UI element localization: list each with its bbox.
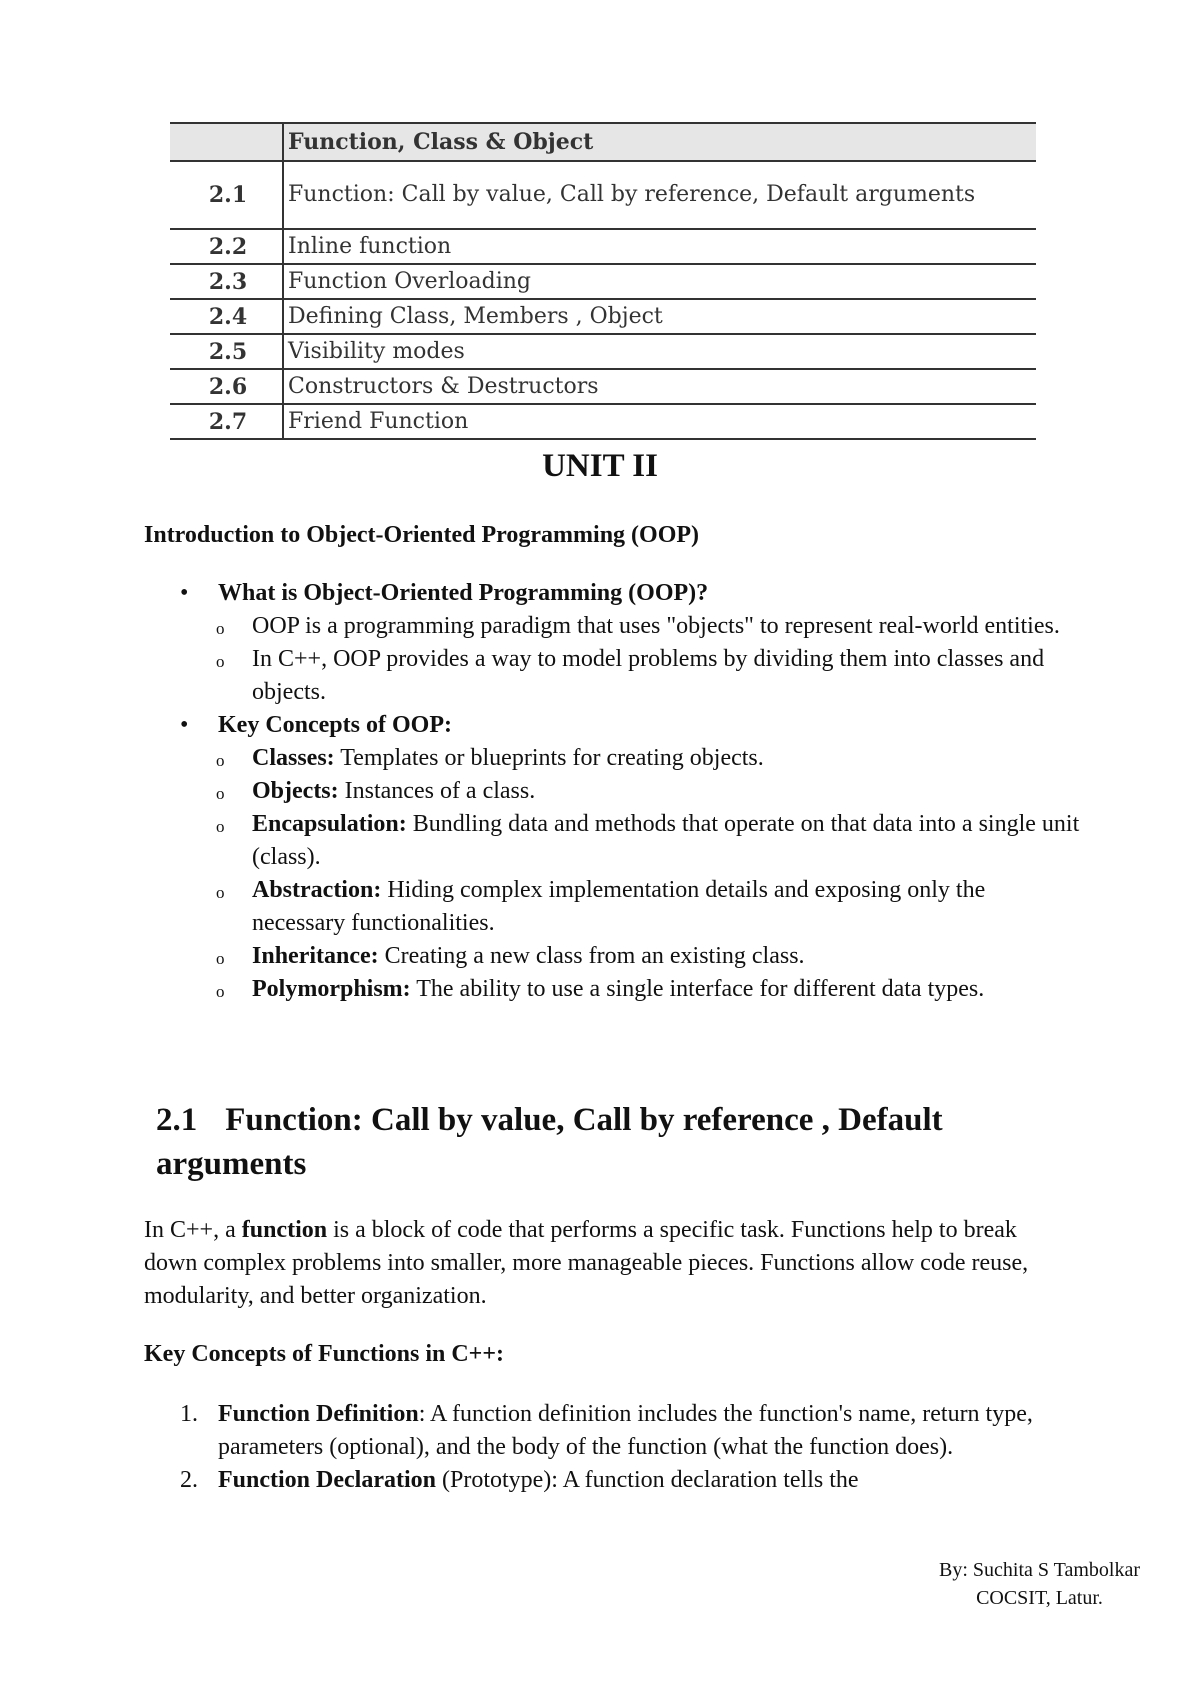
- bullet-label: Key Concepts of OOP:: [218, 712, 452, 738]
- sub-list-item: [216, 940, 1080, 973]
- concept-term: Encapsulation:: [252, 811, 407, 837]
- bullet-icon: •: [180, 712, 189, 738]
- concept-term: Inheritance:: [252, 943, 379, 969]
- row-number: 2.5: [170, 334, 283, 369]
- concept-term: Classes:: [252, 745, 335, 771]
- concept-term: Polymorphism:: [252, 976, 411, 1002]
- table-row: [170, 229, 1036, 264]
- table-row: [170, 369, 1036, 404]
- list-item: [180, 709, 1080, 742]
- row-number: 2.4: [170, 299, 283, 334]
- concept-desc: Instances of a class.: [338, 778, 536, 804]
- list-item: [180, 1398, 1080, 1464]
- concept-term: Abstraction:: [252, 877, 382, 903]
- row-number: 2.2: [170, 229, 283, 264]
- item-term: Function Declaration: [218, 1467, 436, 1493]
- table-row: [170, 161, 1036, 229]
- numbered-list: [180, 1398, 1080, 1497]
- circle-bullet-icon: o: [216, 751, 225, 770]
- concept-desc: Templates or blueprints for creating objects.: [334, 745, 764, 771]
- row-number: 2.1: [170, 161, 283, 229]
- row-topic: Friend Function: [288, 408, 469, 434]
- page-footer: [939, 1556, 1140, 1612]
- table-row: [170, 334, 1036, 369]
- footer-institution: COCSIT, Latur.: [976, 1587, 1103, 1609]
- sub-item-text: OOP is a programming paradigm that uses "objects" to represent real-world entities.: [252, 613, 1060, 639]
- row-topic: Constructors & Destructors: [288, 373, 599, 399]
- section-title: Function: Call by value, Call by reference , Default arguments: [156, 1102, 943, 1182]
- sub-list-item: [216, 808, 1080, 874]
- circle-bullet-icon: o: [216, 652, 225, 671]
- item-number: 1.: [180, 1401, 198, 1427]
- table-row: [170, 299, 1036, 334]
- sub-list-item: [216, 874, 1080, 940]
- item-desc: (Prototype): A function declaration tells the: [435, 1467, 859, 1493]
- unit-title: UNIT II: [542, 448, 658, 484]
- table-row: [170, 404, 1036, 439]
- bullet-label: What is Object-Oriented Programming (OOP)?: [218, 580, 709, 606]
- row-number: 2.7: [170, 404, 283, 439]
- table-row: [170, 264, 1036, 299]
- para-text: In C++, a: [144, 1217, 242, 1243]
- header-blank-cell: [170, 123, 283, 161]
- circle-bullet-icon: o: [216, 982, 225, 1001]
- item-number: 2.: [180, 1467, 198, 1493]
- section-heading: [156, 1098, 1056, 1186]
- circle-bullet-icon: o: [216, 949, 225, 968]
- circle-bullet-icon: o: [216, 883, 225, 902]
- concept-term: Objects:: [252, 778, 339, 804]
- circle-bullet-icon: o: [216, 817, 225, 836]
- row-number: 2.6: [170, 369, 283, 404]
- sub-list-item: [216, 643, 1080, 709]
- oop-bullet-list: [180, 577, 1080, 1006]
- item-desc: : A function definition includes the function's name, return type, parameters (optional), and the body of the function (what the function does).: [218, 1401, 1033, 1460]
- row-topic: Defining Class, Members , Object: [288, 303, 663, 329]
- sub-list-item: [216, 973, 1080, 1006]
- intro-heading: Introduction to Object-Oriented Programming (OOP): [144, 522, 700, 548]
- row-number: 2.3: [170, 264, 283, 299]
- circle-bullet-icon: o: [216, 619, 225, 638]
- para-text: is a block of code that performs a specific task. Functions help to break down complex problems into smaller, more manageable pieces. Functions allow code reuse, modularity, and better organization.: [144, 1217, 1029, 1309]
- para-bold-term: function: [241, 1217, 328, 1243]
- concept-desc: Creating a new class from an existing class.: [378, 943, 805, 969]
- section-number: 2.1: [156, 1102, 198, 1138]
- table-header-row: [170, 123, 1036, 161]
- sub-list-item: [216, 742, 1080, 775]
- concept-desc: Bundling data and methods that operate on that data into a single unit (class).: [252, 811, 1080, 870]
- table-header-title: Function, Class & Object: [283, 123, 1036, 161]
- sub-item-text: In C++, OOP provides a way to model problems by dividing them into classes and objects.: [252, 646, 1045, 705]
- intro-paragraph: [144, 1214, 1064, 1313]
- concept-desc: The ability to use a single interface for different data types.: [410, 976, 985, 1002]
- contents-table: [170, 122, 1036, 440]
- item-term: Function Definition: [218, 1401, 419, 1427]
- concept-desc: Hiding complex implementation details and exposing only the necessary functionalities.: [252, 877, 986, 936]
- row-topic: Function: Call by value, Call by reference, Default arguments: [288, 182, 976, 207]
- row-topic: Inline function: [288, 233, 452, 259]
- key-functions-heading: Key Concepts of Functions in C++:: [144, 1341, 505, 1367]
- footer-author: By: Suchita S Tambolkar: [939, 1559, 1140, 1581]
- bullet-icon: •: [180, 580, 189, 606]
- sub-list-item: [216, 610, 1080, 643]
- row-topic: Function Overloading: [288, 268, 531, 294]
- circle-bullet-icon: o: [216, 784, 225, 803]
- list-item: [180, 1464, 1080, 1497]
- row-topic: Visibility modes: [288, 338, 465, 364]
- sub-list-item: [216, 775, 1080, 808]
- list-item: [180, 577, 1080, 610]
